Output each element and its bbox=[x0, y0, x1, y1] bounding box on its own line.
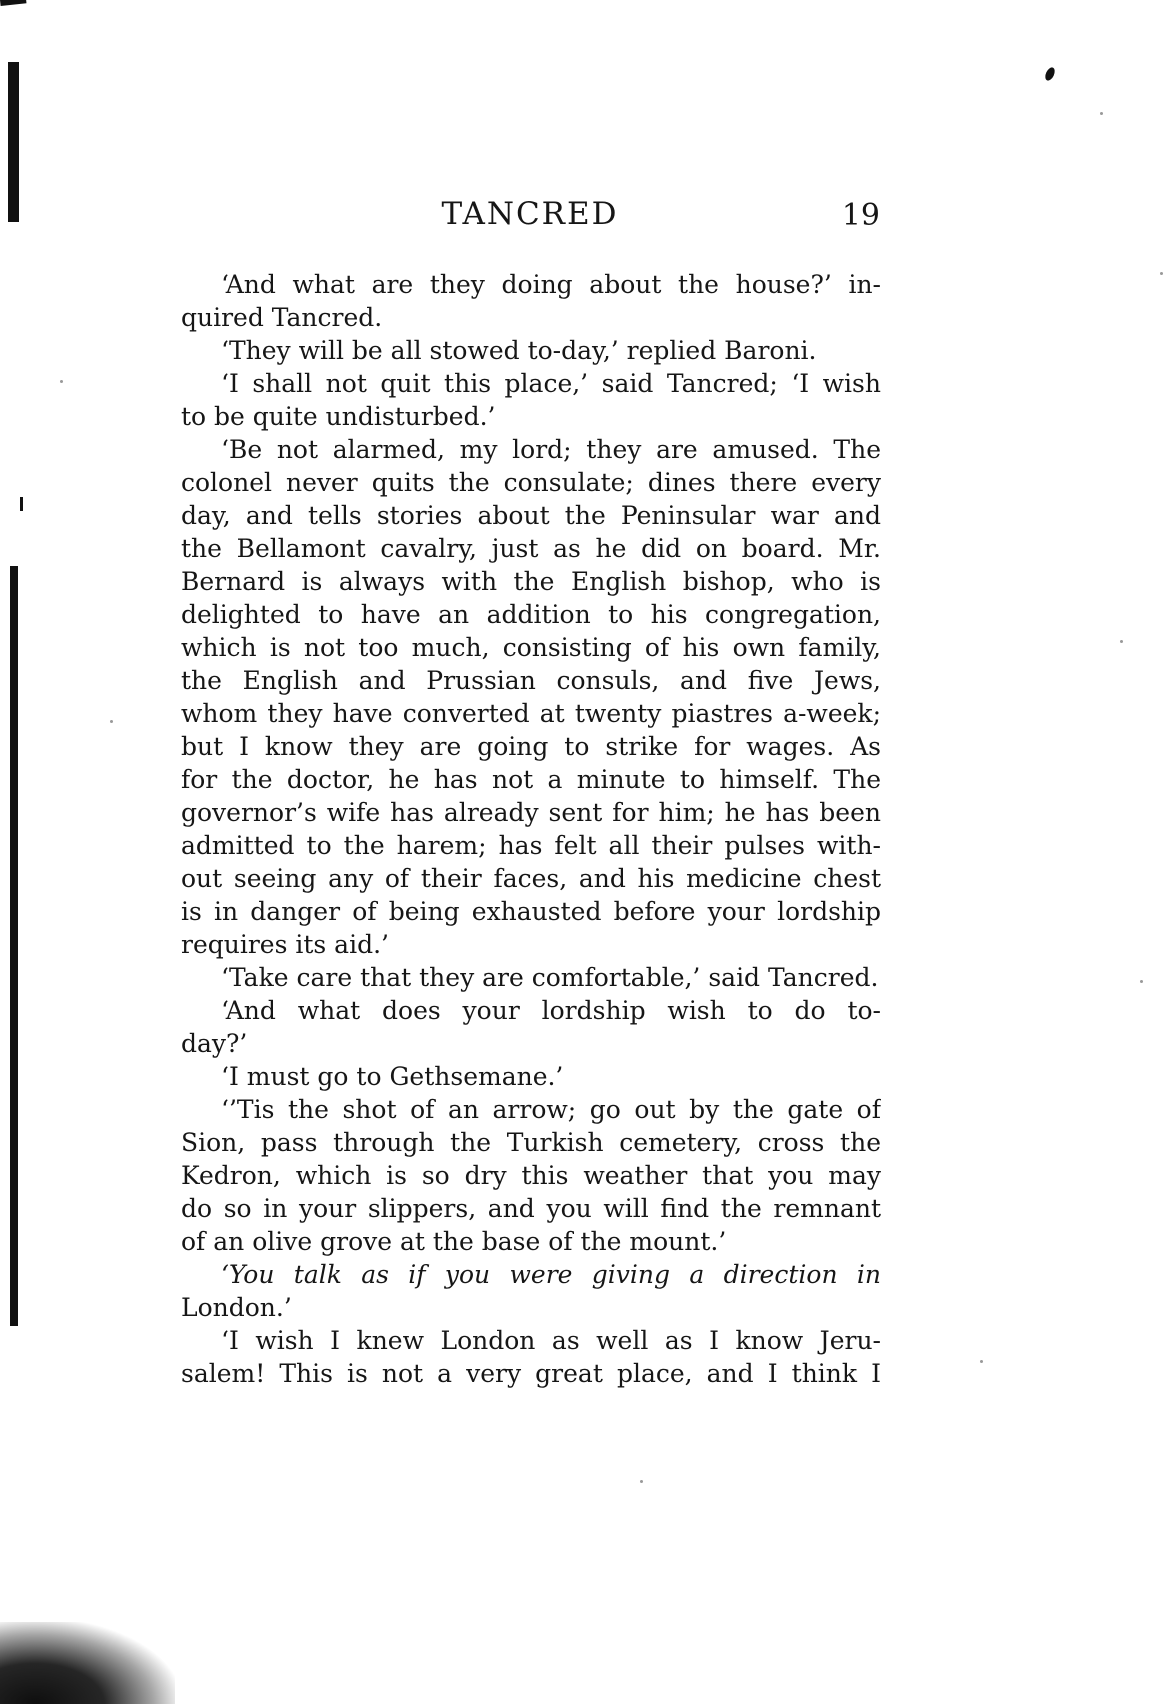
text-line: ‘You talk as if you were giving a direction in bbox=[221, 1260, 881, 1289]
body-text bbox=[181, 268, 881, 1390]
text-line: is in danger of being exhausted before your lordship bbox=[181, 897, 881, 926]
text-line: Sion, pass through the Turkish cemetery, cross the bbox=[181, 1128, 881, 1157]
text-line: the English and Prussian consuls, and five Jews, bbox=[181, 666, 881, 695]
text-line: do so in your slippers, and you will find the remnant bbox=[181, 1194, 881, 1223]
text-line: ‘Take care that they are comfortable,’ said Tancred. bbox=[221, 963, 879, 992]
dust-speck bbox=[1120, 640, 1123, 643]
text-line: salem! This is not a very great place, and I think I bbox=[181, 1359, 881, 1388]
running-head bbox=[180, 196, 880, 240]
text-line: which is not too much, consisting of his own family, bbox=[181, 633, 881, 662]
scan-binding-shadow-top bbox=[8, 62, 19, 222]
ink-blot bbox=[1043, 66, 1056, 82]
scan-margin-tick bbox=[20, 497, 23, 511]
text-line: ‘I shall not quit this place,’ said Tancred; ‘I wish bbox=[221, 369, 881, 398]
text-line: ‘I must go to Gethsemane.’ bbox=[221, 1062, 564, 1091]
page-number: 19 bbox=[841, 198, 880, 233]
text-line: ‘And what does your lordship wish to do to- bbox=[221, 996, 881, 1025]
text-line: colonel never quits the consulate; dines there every bbox=[181, 468, 881, 497]
text-line: delighted to have an addition to his congregation, bbox=[181, 600, 881, 629]
text-line: requires its aid.’ bbox=[181, 930, 389, 959]
text-line: Bernard is always with the English bishop, who is bbox=[181, 567, 881, 596]
text-line: ‘I wish I knew London as well as I know Jeru- bbox=[221, 1326, 881, 1355]
text-line: out seeing any of their faces, and his medicine chest bbox=[181, 864, 881, 893]
text-line: to be quite undisturbed.’ bbox=[181, 402, 496, 431]
dust-speck bbox=[1100, 112, 1103, 115]
running-title: TANCRED bbox=[441, 196, 619, 232]
text-line: the Bellamont cavalry, just as he did on board. Mr. bbox=[181, 534, 881, 563]
scan-corner-smudge bbox=[0, 1622, 175, 1704]
text-line: ‘They will be all stowed to-day,’ replied Baroni. bbox=[221, 336, 817, 365]
dust-speck bbox=[1160, 272, 1163, 275]
dust-speck bbox=[640, 1480, 643, 1483]
dust-speck bbox=[110, 720, 113, 723]
text-line: day?’ bbox=[181, 1029, 248, 1058]
text-line: ‘Be not alarmed, my lord; they are amused. The bbox=[221, 435, 881, 464]
text-line: London.’ bbox=[181, 1293, 292, 1322]
text-line: of an olive grove at the base of the mount.’ bbox=[181, 1227, 727, 1256]
text-line: Kedron, which is so dry this weather that you may bbox=[181, 1161, 881, 1190]
text-line: admitted to the harem; has felt all their pulses with- bbox=[181, 831, 881, 860]
dust-speck bbox=[1140, 980, 1143, 983]
text-line: whom they have converted at twenty piastres a-week; bbox=[181, 699, 881, 728]
dust-speck bbox=[60, 380, 63, 383]
text-line: day, and tells stories about the Peninsular war and bbox=[181, 501, 881, 530]
scan-corner-mark bbox=[0, 0, 26, 6]
text-line: ‘’Tis the shot of an arrow; go out by the gate of bbox=[221, 1095, 881, 1124]
text-line: but I know they are going to strike for wages. As bbox=[181, 732, 881, 761]
scan-binding-shadow-bottom bbox=[10, 566, 18, 1326]
text-line: ‘And what are they doing about the house?’ in- bbox=[221, 270, 881, 299]
text-line: quired Tancred. bbox=[181, 303, 383, 332]
dust-speck bbox=[980, 1360, 983, 1363]
text-line: for the doctor, he has not a minute to himself. The bbox=[181, 765, 881, 794]
text-line: governor’s wife has already sent for him; he has been bbox=[181, 798, 881, 827]
